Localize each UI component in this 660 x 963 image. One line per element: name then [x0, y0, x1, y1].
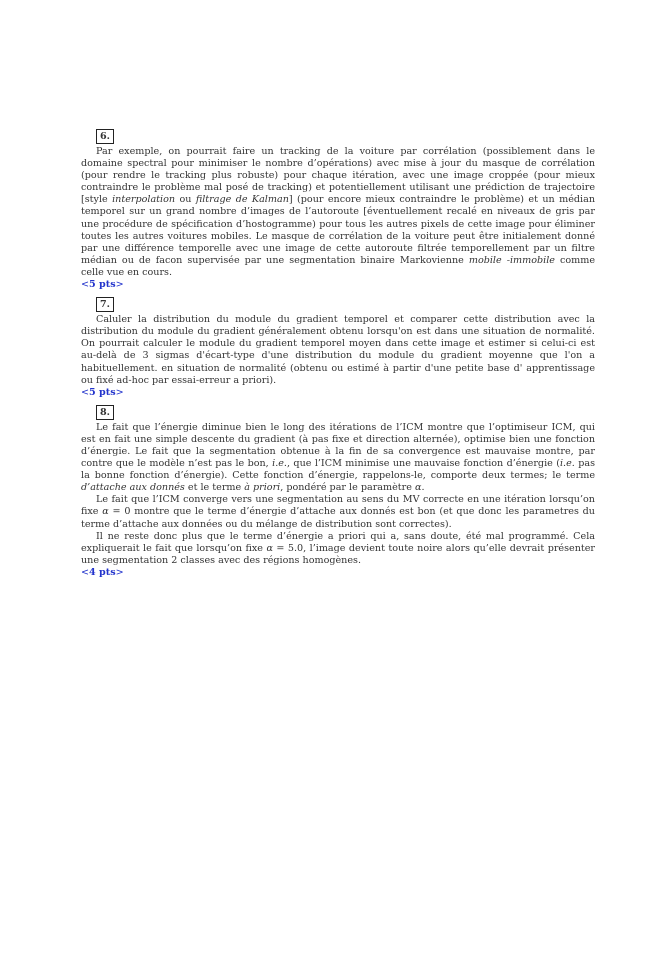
answer-8 [81, 405, 595, 579]
answer-paragraph: Par exemple, on pourrait faire un tracking de la voiture par corrélation (possiblement dans le domaine spectral pour minimiser le nombre d’opérations) avec mise à jour du masque de corrélation (pour rendre le tracking plus robuste) pour chaque itération, avec une image croppée (pour mieux contraindre le problème mal posé de tracking) et potentiellement utilisant une prédiction de trajectoire [style interpolation ou filtrage de Kalman] (pour encore mieux contraindre le problème) et un médian temporel sur un grand nombre d’images de l’autoroute [éventuellement recalé en niveaux de gris par une procédure de spécification d’hostogramme) pour tous les autres pixels de cette image pour éliminer toutes les autres voitures mobiles. Le masque de corrélation de la voiture peut être initialement donné par une différence temporelle avec une image de cette autoroute filtrée temporellement par un filtre médian ou de facon supervisée par une segmentation binaire Markovienne mobile -immobile comme celle vue en cours. [81, 146, 596, 278]
question-label: 8. [96, 405, 114, 420]
answer-paragraph: Le fait que l’énergie diminue bien le long des itérations de l’ICM montre que l’optimiseur ICM, qui est en fait une simple descente du gradient (à pas fixe et direction alternée), optimise bien une fonction d’énergie. Le fait que la segmentation obtenue à la fin de sa convergence est mauvaise montre, par contre que le modèle n’est pas le bon, i.e., que l’ICM minimise une mauvaise fonction d’énergie (i.e. pas la bonne fonction d’énergie). Cette fonction d’énergie, rappelons-le, comporte deux termes; le terme d’attache aux donnés et le terme à priori, pondéré par le paramètre α. [81, 421, 595, 494]
points-badge: <4 pts> [81, 566, 124, 578]
answer-paragraph: Il ne reste donc plus que le terme d’énergie a priori qui a, sans doute, été mal programmé. Cela expliquerait le fait que lorsqu’on fixe α = 5.0, l’image devient toute noire alors qu’elle devrait présenter une segmentation 2 classes avec des régions homogènes. [81, 530, 595, 566]
points-badge: <5 pts> [81, 279, 124, 291]
answer-6 [81, 129, 595, 291]
answer-paragraph: Le fait que l’ICM converge vers une segmentation au sens du MV correcte en une itération lorsqu’on fixe α = 0 montre que le terme d’énergie d’attache aux donnés est bon (et que donc les parametres du terme d’attache aux données ou du mélange de distribution sont correctes). [81, 494, 595, 530]
question-label: 6. [96, 129, 114, 144]
question-label: 7. [96, 297, 114, 312]
answer-7 [81, 297, 595, 399]
points-badge: <5 pts> [81, 386, 124, 398]
answer-paragraph: Caluler la distribution du module du gradient temporel et comparer cette distribution avec la distribution du module du gradient généralement obtenu lorsqu'on est dans une situation de normalité. On pourrait calculer le module du gradient temporel moyen dans cette image et estimer si celui-ci est au-delà de 3 sigmas d'écart-type d'une distribution du module du gradient moyenne que l'on a habituellement. en situation de normalité (obtenu ou estimé à partir d'une petite base d' apprentissage ou fixé ad-hoc par essai-erreur a priori). [81, 314, 595, 386]
document-page [81, 129, 595, 585]
